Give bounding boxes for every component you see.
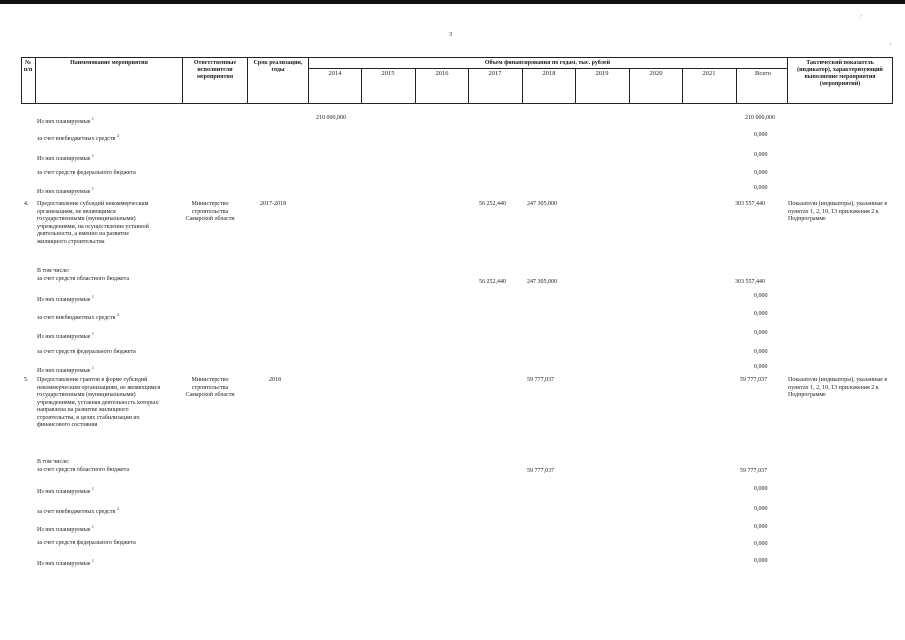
header-border: [35, 58, 36, 103]
header-finance: Объем финансирования по годам, тыс. рублей: [484, 60, 611, 66]
header-border: [787, 58, 788, 103]
regional-budget-label: за счет средств областного бюджета: [37, 467, 130, 473]
year-2021: 2021: [702, 70, 716, 77]
row-label: Из них планируемые $^1$: [37, 558, 94, 567]
row-label: за счет средств федерального бюджета: [37, 349, 136, 355]
item-value-2017: 56 252,440: [479, 201, 506, 207]
regional-budget-label: за счет средств областного бюджета: [37, 276, 130, 282]
including-label: В том числе:: [37, 268, 70, 274]
header-period: Срок реализации, годы: [253, 60, 303, 73]
row-value-2014: 210 000,000: [316, 115, 346, 121]
row-value-total: 210 000,000: [745, 115, 775, 121]
row-label: Из них планируемые $^1$: [37, 486, 94, 495]
item-value-total: 59 777,037: [740, 377, 767, 383]
item-indicator: Показатели (индикаторы), указанные в пунктах 1, 2, 10, 13 приложения 2 к Подпрограмме: [788, 201, 888, 222]
years-row: [308, 68, 787, 69]
year-2018: 2018: [542, 70, 556, 77]
row-value-total: 0,000: [754, 524, 768, 530]
scan-speck: ´: [860, 16, 862, 22]
row-value-total: 0,000: [754, 311, 768, 317]
row-value-total: 0,000: [754, 293, 768, 299]
header-num: № п/п: [23, 60, 33, 73]
item-value-2018: 59 777,037: [527, 377, 554, 383]
year-2019: 2019: [595, 70, 609, 77]
row-label: Из них планируемые $^1$: [37, 186, 94, 195]
item-number: 4.: [24, 201, 29, 207]
row-label: Из них планируемые $^1$: [37, 365, 94, 374]
row-value-total: 0,000: [754, 349, 768, 355]
including-label: В том числе:: [37, 459, 70, 465]
scan-speck: ,: [890, 40, 892, 46]
item-period: 2017-2018: [260, 201, 286, 207]
year-2015: 2015: [381, 70, 395, 77]
row-value-total: 0,000: [754, 541, 768, 547]
year-2016: 2016: [435, 70, 449, 77]
row-value-total: 0,000: [754, 152, 768, 158]
item-name: Предоставление субсидий некоммерческим организациям, не являющимся государственными (муниципальными) учреждениями, на осуществление уставной деятельности, а именно на развитие жилищного строительства: [37, 201, 149, 245]
row-label: за счет внебюджетных средств $^2$: [37, 312, 119, 321]
item-number: 5.: [24, 377, 29, 383]
item-indicator: Показатели (индикаторы), указанные в пунктах 1, 2, 10, 13 приложения 2 к Подпрограмме: [788, 377, 888, 398]
year-total: Всего: [755, 70, 771, 77]
row-value-total: 0,000: [754, 558, 768, 564]
row-label: за счет внебюджетных средств $^2$: [37, 133, 119, 142]
row-label: за счет средств федерального бюджета: [37, 540, 136, 546]
item-value-total: 303 557,440: [735, 201, 765, 207]
item-executor: Министерство строительства Самарской области: [185, 377, 235, 398]
row-value-total: 0,000: [754, 506, 768, 512]
header-name: Наименование мероприятия: [70, 60, 148, 66]
item-period: 2018: [269, 377, 281, 383]
row-label: за счет внебюджетных средств $^2$: [37, 506, 119, 515]
row-label: Из них планируемые $^1$: [37, 294, 94, 303]
row-value-total: 0,000: [754, 486, 768, 492]
row-value-total: 0,000: [754, 330, 768, 336]
row-value-total: 0,000: [754, 170, 768, 176]
item-value-2018: 247 305,000: [527, 201, 557, 207]
regional-2018: 59 777,037: [527, 468, 554, 474]
regional-2017: 56 252,440: [479, 279, 506, 285]
page-number: 3: [449, 32, 452, 38]
row-label: Из них планируемые $^1$: [37, 153, 94, 162]
regional-total: 303 557,440: [735, 279, 765, 285]
header-indicator: Тактический показатель (индикатор), характеризующий выполнение мероприятия (мероприятий): [797, 60, 883, 87]
header-executors: Ответственные исполнители мероприятия: [193, 60, 237, 80]
regional-total: 59 777,037: [740, 468, 767, 474]
item-name: Предоставление грантов в форме субсидий некоммерческим организациям, не являющимся государственными (муниципальными) учреждениями, уставная деятельность которых направлена на развитие жилищного строительства, в целях стабилизации их финансового состояния: [37, 377, 161, 428]
row-label: Из них планируемые $^1$: [37, 331, 94, 340]
row-label: Из них планируемые $^1$: [37, 116, 94, 125]
year-2017: 2017: [488, 70, 502, 77]
item-executor: Министерство строительства Самарской области: [185, 201, 235, 222]
row-value-total: 0,000: [754, 132, 768, 138]
year-2020: 2020: [649, 70, 663, 77]
row-label: за счет средств федерального бюджета: [37, 170, 136, 176]
row-label: Из них планируемые $^1$: [37, 524, 94, 533]
regional-2018: 247 305,000: [527, 279, 557, 285]
year-2014: 2014: [328, 70, 342, 77]
header-border: [182, 58, 183, 103]
row-value-total: 0,000: [754, 364, 768, 370]
row-value-total: 0,000: [754, 185, 768, 191]
header-border: [892, 58, 893, 103]
table-header: [21, 57, 893, 104]
header-border: [247, 58, 248, 103]
scan-top-border: [0, 0, 905, 4]
